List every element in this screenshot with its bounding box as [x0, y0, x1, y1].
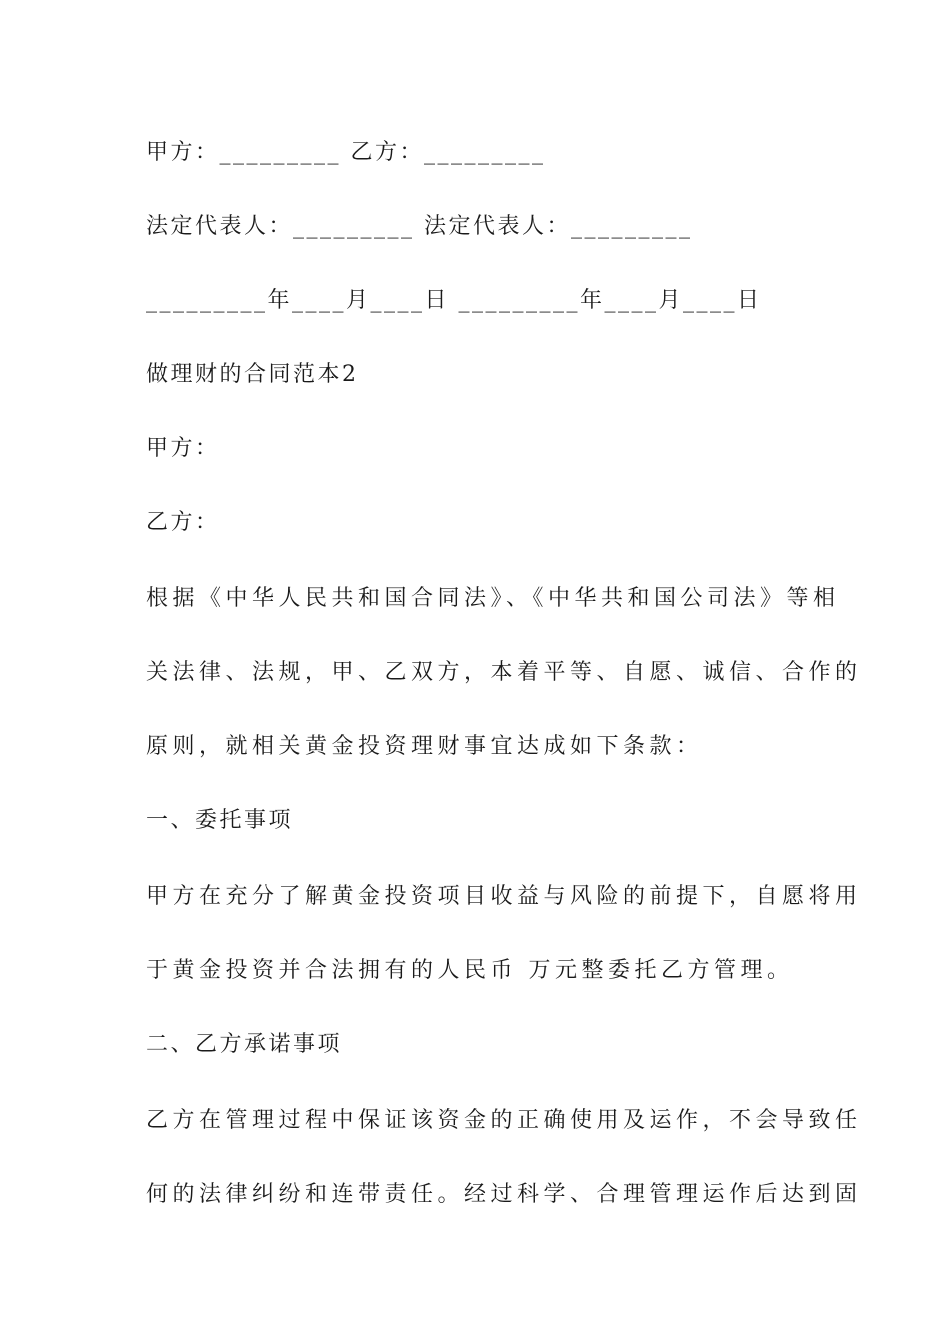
- party-a-label: 甲方：: [146, 436, 220, 461]
- clause-heading: 二、乙方承诺事项: [146, 1032, 343, 1057]
- paragraph-line: 乙方在管理过程中保证该资金的正确使用及运作，不会导致任: [146, 1108, 862, 1133]
- signature-date-line: _________年____月____日 _________年____月____日: [146, 288, 762, 313]
- paragraph-line: 何的法律纠纷和连带责任。经过科学、合理管理运作后达到固: [146, 1182, 862, 1207]
- paragraph-line: 于黄金投资并合法拥有的人民币 万元整委托乙方管理。: [146, 958, 794, 983]
- signature-representative-line: 法定代表人：_________ 法定代表人：_________: [146, 214, 693, 239]
- signature-party-line: 甲方：_________ 乙方：_________: [146, 140, 546, 165]
- paragraph-line: 原则，就相关黄金投资理财事宜达成如下条款：: [146, 734, 703, 759]
- clause-heading: 一、委托事项: [146, 808, 294, 833]
- party-b-label: 乙方：: [146, 510, 220, 535]
- paragraph-line: 关法律、法规，甲、乙双方，本着平等、自愿、诚信、合作的: [146, 660, 862, 685]
- section-title: 做理财的合同范本2: [146, 362, 359, 387]
- paragraph-line: 甲方在充分了解黄金投资项目收益与风险的前提下，自愿将用: [146, 884, 862, 909]
- paragraph-line: 根据《中华人民共和国合同法》、《中华共和国公司法》等相: [146, 586, 840, 611]
